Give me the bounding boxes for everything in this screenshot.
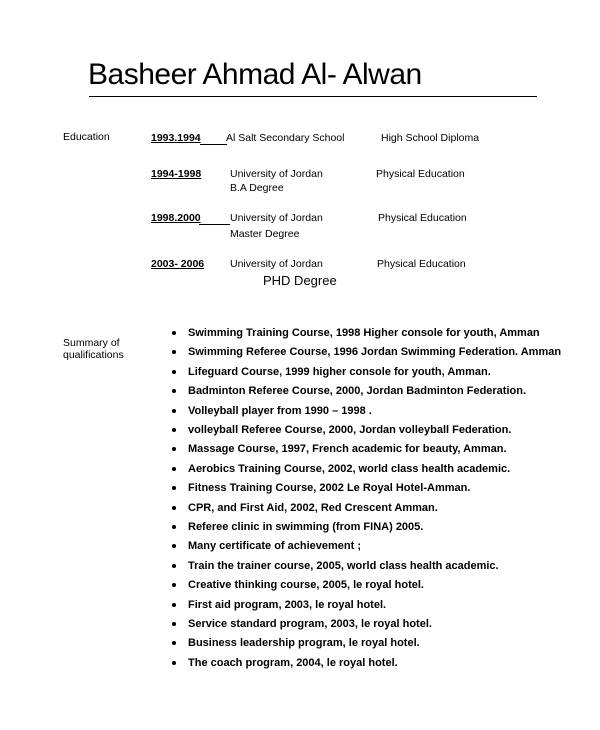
qualification-text: Business leadership program, le royal hotel. bbox=[188, 637, 420, 650]
summary-label: Summary of bbox=[63, 337, 120, 349]
list-item bbox=[172, 366, 491, 378]
list-item bbox=[172, 405, 372, 417]
qualification-text: CPR, and First Aid, 2002, Red Crescent Amman. bbox=[188, 501, 438, 514]
education-field: Physical Education bbox=[376, 168, 465, 180]
list-item bbox=[172, 599, 386, 611]
qualification-text: Volleyball player from 1990 – 1998 . bbox=[188, 404, 372, 417]
bullet-icon bbox=[172, 622, 176, 626]
education-years: 1993.1994 bbox=[151, 132, 201, 144]
education-field: Physical Education bbox=[377, 258, 466, 270]
bullet-icon bbox=[172, 389, 176, 393]
qualification-text: Aerobics Training Course, 2002, world class health academic. bbox=[188, 462, 511, 475]
qualification-text: Many certificate of achievement ; bbox=[188, 540, 362, 553]
list-item bbox=[172, 482, 470, 494]
qualification-text: Swimming Training Course, 1998 Higher console for youth, Amman bbox=[188, 327, 540, 339]
education-institution: University of Jordan bbox=[230, 168, 323, 180]
education-institution: University of Jordan bbox=[230, 212, 323, 224]
list-item bbox=[172, 560, 499, 572]
bullet-icon bbox=[172, 447, 176, 451]
bullet-icon bbox=[172, 583, 176, 587]
education-years: 2003- 2006 bbox=[151, 258, 205, 270]
education-field: High School Diploma bbox=[381, 132, 480, 144]
candidate-name: Basheer Ahmad Al- Alwan bbox=[88, 58, 422, 91]
education-years: 1998.2000 bbox=[151, 212, 201, 224]
education-years: 1994-1998 bbox=[151, 168, 202, 180]
qualification-text: Swimming Referee Course, 1996 Jordan Swimming Federation. Amman bbox=[188, 346, 562, 359]
qualification-text: Badminton Referee Course, 2000, Jordan Badminton Federation. bbox=[188, 385, 527, 398]
summary-label: qualifications bbox=[63, 349, 124, 361]
education-institution: Al Salt Secondary School bbox=[226, 132, 345, 144]
bullet-icon bbox=[172, 467, 176, 471]
list-item bbox=[172, 579, 424, 591]
list-item bbox=[172, 540, 361, 552]
education-institution: University of Jordan bbox=[230, 258, 323, 270]
name-underline bbox=[89, 96, 537, 97]
education-degree: PHD Degree bbox=[263, 273, 337, 288]
list-item bbox=[172, 327, 540, 339]
bullet-icon bbox=[172, 486, 176, 490]
bullet-icon bbox=[172, 525, 176, 529]
bullet-icon bbox=[172, 641, 176, 645]
bullet-icon bbox=[172, 544, 176, 548]
list-item bbox=[172, 424, 511, 436]
qualification-text: Train the trainer course, 2005, world class health academic. bbox=[188, 559, 499, 572]
qualification-text: Lifeguard Course, 1999 higher console for youth, Amman. bbox=[188, 365, 491, 378]
tab-underline bbox=[199, 224, 230, 225]
bullet-icon bbox=[172, 409, 176, 413]
qualification-text: Referee clinic in swimming (from FINA) 2005. bbox=[188, 521, 424, 533]
list-item bbox=[172, 502, 438, 514]
bullet-icon bbox=[172, 370, 176, 374]
qualification-text: First aid program, 2003, le royal hotel. bbox=[188, 598, 387, 611]
list-item bbox=[172, 463, 510, 475]
bullet-icon bbox=[172, 350, 176, 354]
list-item bbox=[172, 657, 398, 669]
tab-underline bbox=[200, 144, 227, 145]
qualification-text: Massage Course, 1997, French academic for beauty, Amman. bbox=[188, 443, 507, 456]
education-label: Education bbox=[63, 131, 110, 143]
list-item bbox=[172, 346, 561, 358]
qualification-text: Service standard program, 2003, le royal hotel. bbox=[188, 618, 432, 630]
bullet-icon bbox=[172, 661, 176, 665]
bullet-icon bbox=[172, 603, 176, 607]
list-item bbox=[172, 385, 526, 397]
qualification-text: The coach program, 2004, le royal hotel. bbox=[188, 656, 398, 669]
bullet-icon bbox=[172, 331, 176, 335]
list-item bbox=[172, 618, 432, 630]
list-item bbox=[172, 443, 507, 455]
education-degree: B.A Degree bbox=[230, 182, 284, 194]
education-field: Physical Education bbox=[378, 212, 467, 224]
education-degree: Master Degree bbox=[230, 228, 300, 240]
bullet-icon bbox=[172, 564, 176, 568]
list-item bbox=[172, 637, 420, 649]
qualification-text: Creative thinking course, 2005, le royal hotel. bbox=[188, 579, 424, 592]
list-item bbox=[172, 521, 423, 533]
bullet-icon bbox=[172, 428, 176, 432]
qualification-text: volleyball Referee Course, 2000, Jordan volleyball Federation. bbox=[188, 424, 512, 436]
qualification-text: Fitness Training Course, 2002 Le Royal Hotel-Amman. bbox=[188, 482, 471, 495]
bullet-icon bbox=[172, 506, 176, 510]
